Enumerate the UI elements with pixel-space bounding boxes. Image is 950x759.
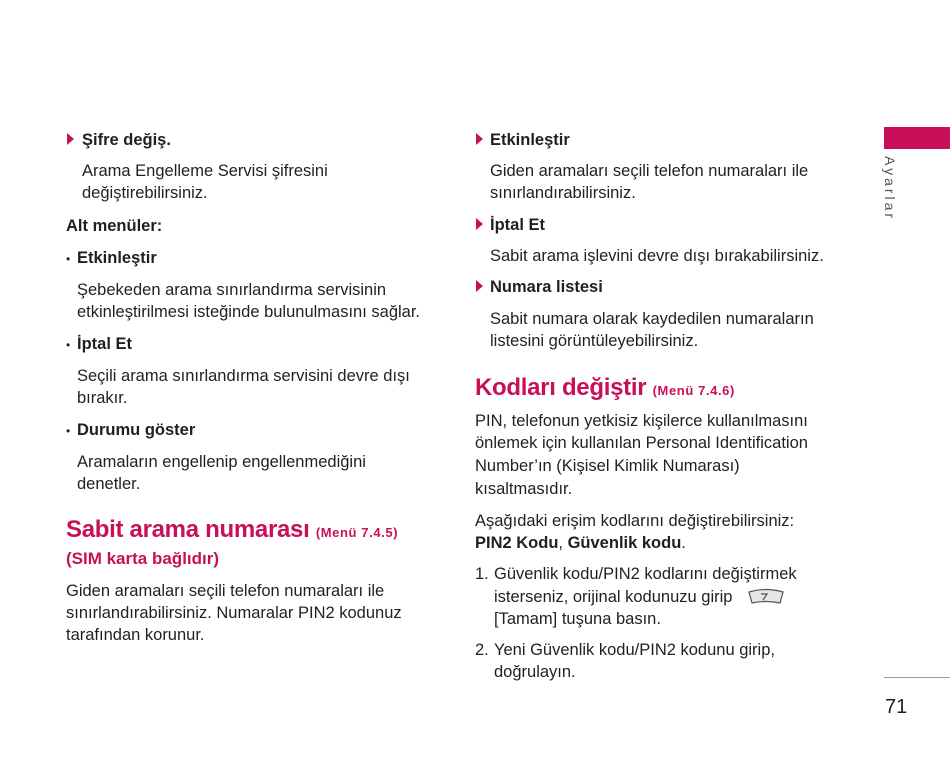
- section-tab: [884, 127, 950, 149]
- step1-line-1: Güvenlik kodu/PIN2 kodlarını değiştirmek: [494, 565, 797, 583]
- sabit-arama-heading-text: Sabit arama numarası: [66, 516, 310, 543]
- sabit-desc-3: tarafından korunur.: [66, 626, 205, 644]
- section-label: Ayarlar: [882, 156, 898, 222]
- right-etkinlestir-desc-1: Giden aramaları seçili telefon numaraları ile: [490, 162, 809, 180]
- bullet: •: [66, 424, 71, 438]
- step2-number: 2.: [475, 641, 489, 659]
- period: .: [681, 534, 686, 552]
- etkinlestir-desc-1: Şebekeden arama sınırlandırma servisinin: [77, 281, 387, 299]
- numara-listesi-desc-1: Sabit numara olarak kaydedilen numaraların: [490, 310, 814, 328]
- triangle-bullet-icon: [67, 133, 74, 145]
- sabit-desc-1: Giden aramaları seçili telefon numaraları ile: [66, 582, 385, 600]
- softkey-icon: [747, 588, 785, 611]
- bullet: •: [66, 252, 71, 266]
- sifre-desc-2: değiştirebilirsiniz.: [82, 184, 208, 202]
- bullet: •: [66, 338, 71, 352]
- kodlari-degistir-heading: [475, 374, 735, 402]
- step2-line-1: Yeni Güvenlik kodu/PIN2 kodunu girip,: [494, 641, 775, 659]
- kodlari-degistir-menu-ref: (Menü 7.4.6): [652, 383, 735, 398]
- right-iptal-desc: Sabit arama işlevini devre dışı bırakabilirsiniz.: [490, 247, 824, 265]
- sim-subheading: (SIM karta bağlıdır): [66, 549, 220, 568]
- durum-desc-2: denetler.: [77, 475, 141, 493]
- codes-line: [475, 532, 686, 554]
- numara-listesi-desc-2: listesini görüntüleyebilirsiniz.: [490, 332, 699, 350]
- pin-desc-2: önlemek için kullanılan Personal Identification: [475, 434, 808, 452]
- sabit-desc-2: sınırlandırabilirsiniz. Numaralar PIN2 kodunuz: [66, 604, 402, 622]
- pin2-kodu: PIN2 Kodu: [475, 534, 559, 552]
- asagi-desc: Aşağıdaki erişim kodlarını değiştirebilirsiniz:: [475, 512, 795, 530]
- alt-menuler-label: Alt menüler:: [66, 217, 163, 235]
- etkinlestir-title: Etkinleştir: [77, 249, 157, 267]
- iptal-title: İptal Et: [77, 335, 133, 353]
- etkinlestir-desc-2: etkinleştirilmesi isteğinde bulunulmasını sağlar.: [77, 303, 421, 321]
- triangle-bullet-icon: [476, 280, 483, 292]
- kodlari-degistir-heading-text: Kodları değiştir: [475, 374, 647, 401]
- iptal-desc-2: bırakır.: [77, 389, 128, 407]
- numara-listesi-title: Numara listesi: [490, 278, 603, 296]
- right-iptal-title: İptal Et: [490, 216, 546, 234]
- comma: ,: [558, 534, 568, 552]
- step1-line-2: isterseniz, orijinal kodunuzu girip: [494, 588, 733, 606]
- page-divider: [884, 677, 950, 678]
- sifre-desc-1: Arama Engelleme Servisi şifresini: [82, 162, 328, 180]
- page-number: 71: [885, 696, 908, 718]
- step1-line-3: [Tamam] tuşuna basın.: [494, 610, 661, 628]
- pin-desc-3: Number’ın (Kişisel Kimlik Numarası): [475, 457, 740, 475]
- pin-desc-1: PIN, telefonun yetkisiz kişilerce kullanılmasını: [475, 412, 808, 430]
- triangle-bullet-icon: [476, 218, 483, 230]
- sifre-title: Şifre değiş.: [82, 131, 171, 149]
- sabit-arama-menu-ref: (Menü 7.4.5): [315, 525, 399, 540]
- step1-number: 1.: [475, 565, 489, 583]
- durum-desc-1: Aramaların engellenip engellenmediğini: [77, 453, 366, 471]
- step2-line-2: doğrulayın.: [494, 663, 576, 681]
- pin-desc-4: kısaltmasıdır.: [475, 480, 573, 498]
- right-etkinlestir-desc-2: sınırlandırabilirsiniz.: [490, 184, 636, 202]
- durum-title: Durumu göster: [77, 421, 196, 439]
- right-etkinlestir-title: Etkinleştir: [490, 131, 570, 149]
- sabit-arama-heading: [66, 516, 398, 544]
- triangle-bullet-icon: [476, 133, 483, 145]
- iptal-desc-1: Seçili arama sınırlandırma servisini devre dışı: [77, 367, 410, 385]
- guvenlik-kodu: Güvenlik kodu: [567, 534, 682, 552]
